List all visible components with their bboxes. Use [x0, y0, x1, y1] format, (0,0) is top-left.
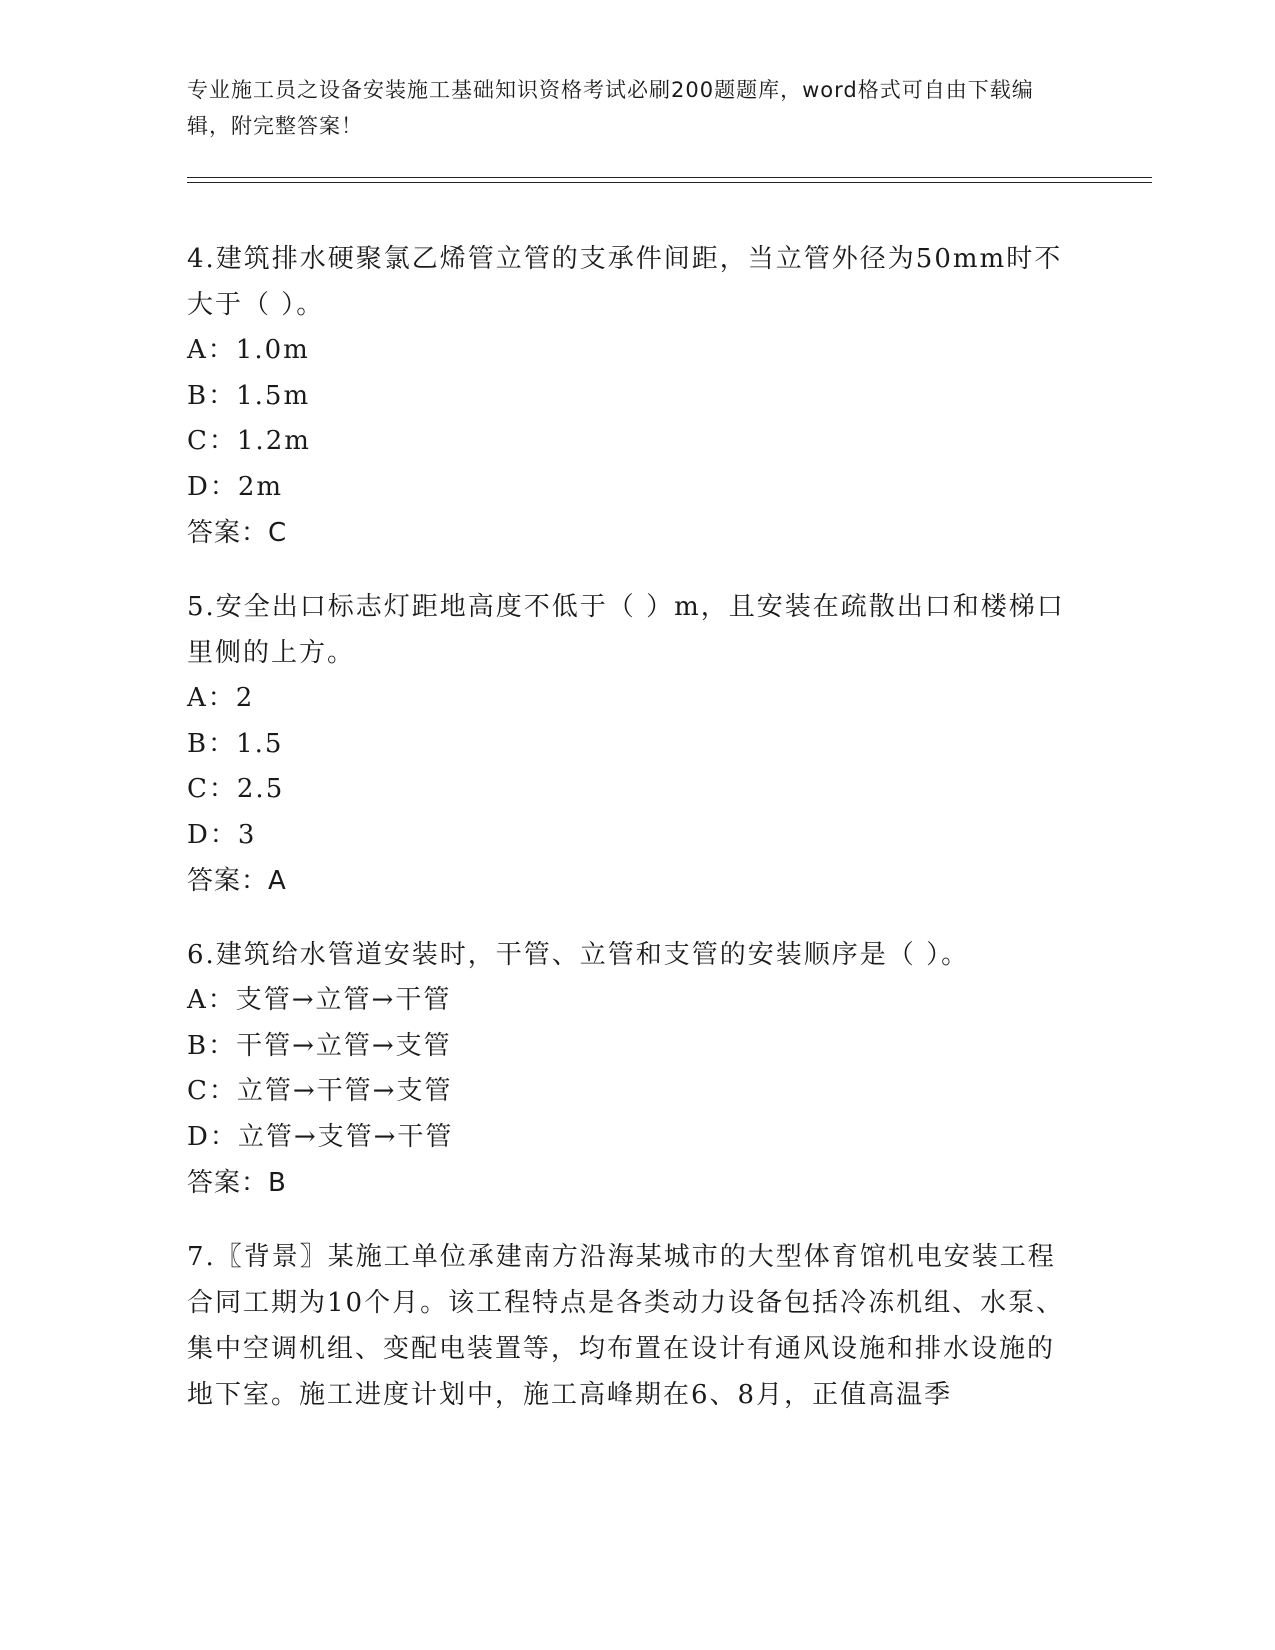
question-option-b: B：干管→立管→支管: [187, 1030, 452, 1061]
question-option-c: C：立管→干管→支管: [187, 1076, 453, 1106]
header-divider-top: [187, 177, 1152, 178]
question-item: [187, 932, 1067, 1206]
question-option-d: D：2m: [187, 471, 284, 502]
header-divider-bottom: [187, 182, 1152, 183]
question-option-b: B：1.5: [187, 728, 284, 759]
question-item: [187, 236, 1067, 556]
question-list: [187, 236, 1067, 1446]
document-header: 专业施工员之设备安装施工基础知识资格考试必刷200题题库，word格式可自由下载编辑，附完整答案！: [187, 78, 1034, 138]
question-option-a: A：2: [187, 683, 255, 713]
question-option-d: D：3: [187, 819, 257, 850]
question-option-c: C：2.5: [187, 774, 285, 804]
question-stem: 4.建筑排水硬聚氯乙烯管立管的支承件间距，当立管外径为50mm时不大于（ ）。: [187, 244, 1063, 320]
question-option-d: D：立管→支管→干管: [187, 1121, 454, 1152]
question-option-a: A：1.0m: [187, 335, 310, 365]
question-option-c: C：1.2m: [187, 426, 311, 456]
question-answer: 答案：C: [187, 518, 288, 548]
question-answer: 答案：B: [187, 1168, 287, 1198]
question-option-b: B：1.5m: [187, 380, 311, 411]
question-stem: 7.〖背景〗某施工单位承建南方沿海某城市的大型体育馆机电安装工程合同工期为10个月。该工程特点是各类动力设备包括冷冻机组、水泵、集中空调机组、变配电装置等，均布置在设计有通风设施和排水设施的地下室。施工进度计划中，施工高峰期在6、8月，正值高温季: [187, 1242, 1065, 1410]
question-answer: 答案：A: [187, 866, 287, 896]
question-option-a: A：支管→立管→干管: [187, 985, 452, 1015]
question-item: [187, 584, 1067, 904]
question-item: [187, 1234, 1067, 1418]
question-stem: 5.安全出口标志灯距地高度不低于（ ）m，且安装在疏散出口和楼梯口里侧的上方。: [187, 592, 1065, 668]
question-stem: 6.建筑给水管道安装时，干管、立管和支管的安装顺序是（ ）。: [187, 940, 970, 970]
